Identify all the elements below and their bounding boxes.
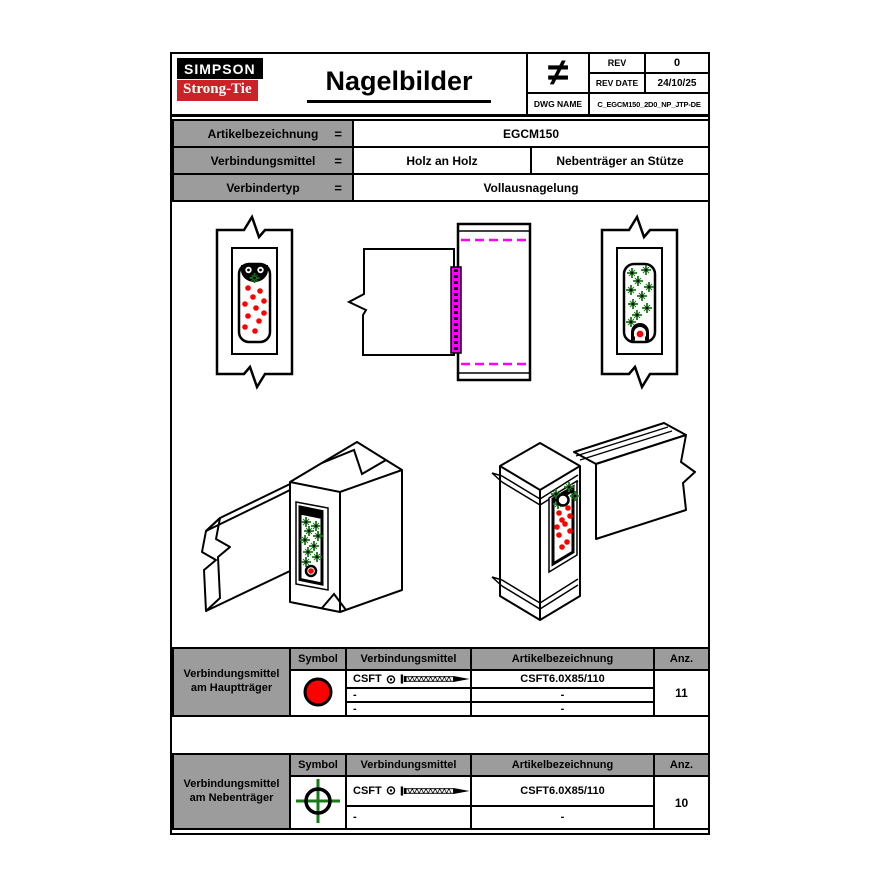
col-header-qty: Anz. <box>654 648 709 670</box>
connector-plate-edge <box>451 267 461 353</box>
article-cell: - <box>471 702 654 716</box>
symbol-cell <box>290 670 346 716</box>
drawing-sheet-frame <box>170 52 710 835</box>
symbol-cell <box>290 776 346 829</box>
table-row <box>173 147 709 174</box>
info-label-text: Verbindertyp <box>226 180 300 195</box>
screw-icon <box>400 671 470 687</box>
screw-icon <box>400 783 470 799</box>
article-cell: CSFT6.0X85/110 <box>471 776 654 806</box>
torx-drive-icon <box>386 784 396 797</box>
col-header-symbol: Symbol <box>290 648 346 670</box>
side-view-connection <box>349 224 530 380</box>
qty-cell: 10 <box>654 776 709 829</box>
iso-view-main-member <box>202 442 402 612</box>
article-cell: - <box>471 806 654 829</box>
info-value-nebentraeger-an-stuetze: Nebenträger an Stütze <box>531 147 709 174</box>
projection-symbol-icon: ≠ <box>528 54 590 94</box>
rev-value: 0 <box>646 54 708 74</box>
article-cell: - <box>471 688 654 702</box>
dwg-name-label: DWG NAME <box>528 94 590 114</box>
group-label: Verbindungsmittel am Nebenträger <box>173 754 290 829</box>
fastener-name: CSFT <box>353 673 382 685</box>
fastener-cell <box>346 670 471 688</box>
torx-drive-icon <box>386 673 396 686</box>
col-header-fastener: Verbindungsmittel <box>346 648 471 670</box>
table-header-row <box>173 648 709 670</box>
equals-sign: = <box>334 126 342 141</box>
info-label-text: Verbindungsmittel <box>210 153 316 168</box>
green-crosshair-symbol-icon <box>294 777 342 825</box>
fastener-cell <box>346 776 471 806</box>
red-dot-symbol-icon <box>300 674 336 710</box>
info-value-artikelbezeichnung: EGCM150 <box>353 120 709 147</box>
title-area <box>272 54 526 114</box>
col-header-article: Artikelbezeichnung <box>471 754 654 776</box>
table-row <box>173 120 709 147</box>
table-row <box>173 174 709 201</box>
table-header-row <box>173 754 709 776</box>
group-label: Verbindungsmittel am Hauptträger <box>173 648 290 716</box>
revision-block <box>526 54 708 114</box>
nail-pattern-drawings <box>172 200 708 647</box>
fastener-table-haupttraeger <box>172 647 710 717</box>
article-info-table <box>172 119 710 202</box>
page-title: Nagelbilder <box>307 66 490 103</box>
rev-label: REV <box>590 54 646 74</box>
col-header-symbol: Symbol <box>290 754 346 776</box>
rev-date-label: REV DATE <box>590 74 646 94</box>
fastener-table-nebentraeger <box>172 753 710 830</box>
info-value-holz-an-holz: Holz an Holz <box>353 147 531 174</box>
info-label-text: Artikelbezeichnung <box>207 126 319 141</box>
equals-sign: = <box>334 153 342 168</box>
info-label-verbindertyp <box>173 174 353 201</box>
info-label-verbindungsmittel <box>173 147 353 174</box>
front-view-secondary-member <box>602 217 677 387</box>
info-label-artikelbezeichnung <box>173 120 353 147</box>
col-header-fastener: Verbindungsmittel <box>346 754 471 776</box>
title-block <box>172 54 708 117</box>
simpson-strongtie-logo <box>172 54 272 114</box>
info-value-vollausnagelung: Vollausnagelung <box>353 174 709 201</box>
equals-sign: = <box>334 180 342 195</box>
logo-simpson-text: SIMPSON <box>177 58 263 79</box>
logo-strongtie-text: Strong-Tie <box>177 80 258 101</box>
fastener-cell: - <box>346 702 471 716</box>
col-header-qty: Anz. <box>654 754 709 776</box>
qty-cell: 11 <box>654 670 709 716</box>
article-cell: CSFT6.0X85/110 <box>471 670 654 688</box>
fastener-name: CSFT <box>353 784 382 797</box>
dwg-name-value: C_EGCM150_2D0_NP_JTP-DE <box>597 99 701 109</box>
col-header-article: Artikelbezeichnung <box>471 648 654 670</box>
iso-view-secondary-member <box>492 423 695 620</box>
fastener-cell: - <box>346 806 471 829</box>
rev-date-value: 24/10/25 <box>646 74 708 94</box>
fastener-cell: - <box>346 688 471 702</box>
front-view-main-member <box>217 217 292 387</box>
